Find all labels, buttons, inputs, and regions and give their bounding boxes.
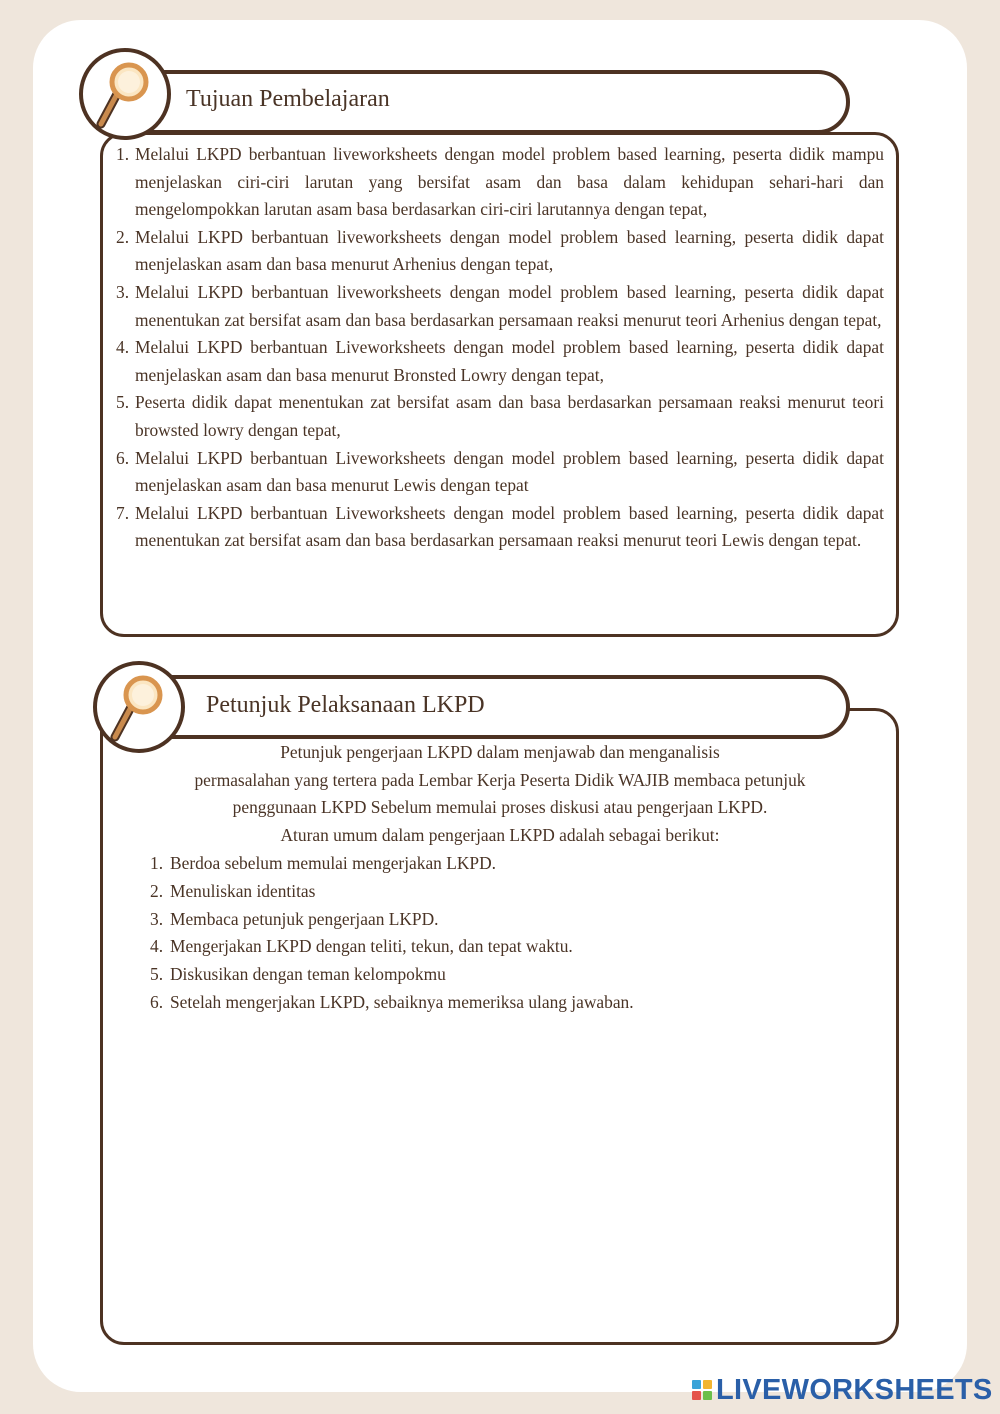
item-number: 5. (116, 392, 130, 413)
list-item (116, 500, 884, 555)
logo-cube (692, 1380, 701, 1389)
item-number: 2. (150, 880, 164, 901)
objectives-title: Tujuan Pembelajaran (186, 86, 390, 112)
item-text: Peserta didik dapat menentukan zat bersifat asam dan basa berdasarkan persamaan reaksi menurut teori browsted lowry dengan tepat, (135, 392, 884, 440)
item-text: Berdoa sebelum memulai mengerjakan LKPD. (170, 853, 496, 873)
instructions-title: Petunjuk Pelaksanaan LKPD (206, 692, 485, 718)
item-text: Melalui LKPD berbantuan liveworksheets dengan model problem based learning, peserta didik dapat menjelaskan asam dan basa menurut Arhenius dengan tepat, (135, 226, 884, 275)
list-item (116, 445, 884, 500)
logo-cube (703, 1380, 712, 1389)
list-item (116, 334, 884, 389)
list-item (116, 224, 884, 279)
item-number: 6. (116, 447, 130, 468)
item-number: 1. (116, 144, 130, 164)
item-text: Membaca petunjuk pengerjaan LKPD. (170, 908, 439, 929)
rules-list (150, 850, 850, 1017)
item-text: Melalui LKPD berbantuan Liveworksheets dengan model problem based learning, peserta didik dapat menentukan zat bersifat asam dan basa berdasarkan persamaan reaksi menurut teori Lewis dengan tepat. (135, 502, 884, 551)
item-number: 4. (150, 936, 164, 957)
item-text: Melalui LKPD berbantuan liveworksheets dengan model problem based learning, peserta didik mampu menjelaskan ciri-ciri larutan yang bersifat asam dan basa dalam kehidupan sehari-hari dan mengelompokkan larutan asam basa berdasarkan ciri-ciri larutannya dengan tepat, (135, 144, 884, 220)
item-text: Menuliskan identitas (170, 880, 316, 901)
item-text: Diskusikan dengan teman kelompokmu (170, 964, 446, 985)
list-item (116, 279, 884, 334)
logo-cube (692, 1391, 701, 1400)
list-item (150, 933, 850, 961)
logo-cube (703, 1391, 712, 1400)
intro-line: permasalahan yang tertera pada Lembar Kerja Peserta Didik WAJIB membaca petunjuk (194, 769, 806, 790)
item-number: 7. (116, 502, 130, 523)
list-item (116, 389, 884, 444)
item-text: Melalui LKPD berbantuan Liveworksheets dengan model problem based learning, peserta didik dapat menjelaskan asam dan basa menurut Lewis dengan tepat (135, 447, 884, 496)
list-item (150, 878, 850, 906)
liveworksheets-logo[interactable] (692, 1374, 993, 1406)
item-text: Setelah mengerjakan LKPD, sebaiknya memeriksa ulang jawaban. (170, 991, 634, 1012)
list-item (116, 141, 884, 224)
item-number: 2. (116, 226, 130, 247)
list-item (150, 850, 850, 878)
item-number: 3. (116, 281, 130, 302)
list-item (150, 961, 850, 989)
list-item (150, 906, 850, 934)
objectives-list (116, 141, 884, 555)
logo-cubes-icon (692, 1380, 712, 1400)
item-text: Mengerjakan LKPD dengan teliti, tekun, dan tepat waktu. (170, 936, 573, 957)
item-text: Melalui LKPD berbantuan liveworksheets dengan model problem based learning, peserta didik dapat menentukan zat bersifat asam dan basa berdasarkan persamaan reaksi menurut teori Arhenius dengan tepat, (135, 281, 884, 330)
item-number: 1. (150, 853, 164, 873)
magnifier-icon (79, 48, 171, 140)
list-item (150, 989, 850, 1017)
item-number: 4. (116, 337, 130, 358)
item-number: 3. (150, 908, 164, 929)
intro-line: Aturan umum dalam pengerjaan LKPD adalah sebagai berikut: (280, 824, 720, 845)
item-text: Melalui LKPD berbantuan Liveworksheets dengan model problem based learning, peserta didik dapat menjelaskan asam dan basa menurut Bronsted Lowry dengan tepat, (135, 337, 884, 385)
item-number: 6. (150, 991, 164, 1012)
item-number: 5. (150, 964, 164, 985)
instructions-intro (130, 739, 870, 849)
brand-name: LIVEWORKSHEETS (716, 1373, 993, 1406)
intro-line: Petunjuk pengerjaan LKPD dalam menjawab dan menganalisis (280, 742, 720, 762)
intro-line: penggunaan LKPD Sebelum memulai proses diskusi atau pengerjaan LKPD. (232, 797, 768, 818)
